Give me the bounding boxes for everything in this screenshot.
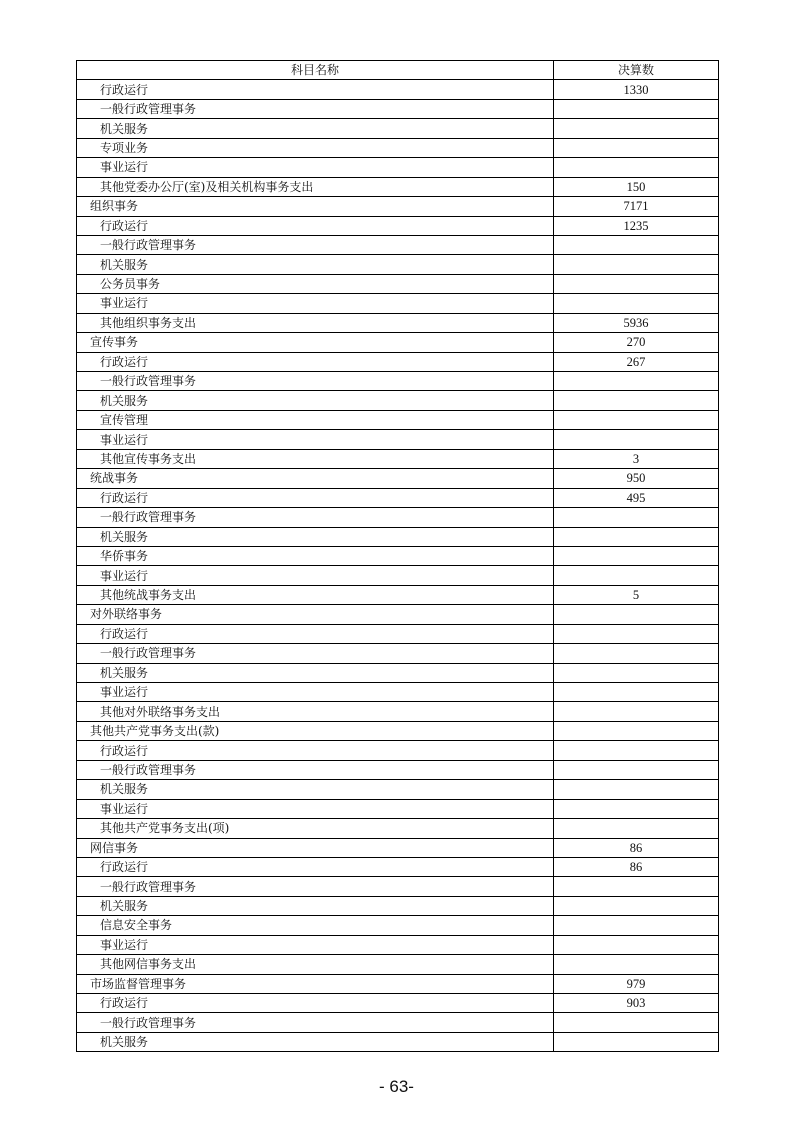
final-amount-cell: 150 — [554, 177, 719, 196]
subject-name-cell: 其他共产党事务支出(项) — [77, 819, 554, 838]
final-amount-cell — [554, 527, 719, 546]
table-row — [77, 955, 719, 974]
table-row — [77, 177, 719, 196]
final-amount-cell — [554, 721, 719, 740]
final-amount-cell — [554, 896, 719, 915]
final-amount-cell — [554, 663, 719, 682]
table-row — [77, 566, 719, 585]
final-amount-cell: 5 — [554, 585, 719, 604]
final-amount-cell — [554, 235, 719, 254]
column-header-final-amount: 决算数 — [554, 61, 719, 80]
table-row — [77, 974, 719, 993]
final-amount-cell — [554, 799, 719, 818]
subject-name-cell: 一般行政管理事务 — [77, 99, 554, 118]
final-amount-cell — [554, 702, 719, 721]
subject-name-cell: 宣传管理 — [77, 410, 554, 429]
final-amount-cell — [554, 294, 719, 313]
final-amount-cell — [554, 760, 719, 779]
subject-name-cell: 行政运行 — [77, 857, 554, 876]
subject-name-cell: 一般行政管理事务 — [77, 372, 554, 391]
final-amount-cell — [554, 138, 719, 157]
table-row — [77, 1032, 719, 1051]
subject-name-cell: 一般行政管理事务 — [77, 508, 554, 527]
subject-name-cell: 行政运行 — [77, 216, 554, 235]
table-row — [77, 352, 719, 371]
subject-name-cell: 机关服务 — [77, 119, 554, 138]
table-row — [77, 663, 719, 682]
final-amount-cell — [554, 916, 719, 935]
final-amount-cell — [554, 255, 719, 274]
subject-name-cell: 其他共产党事务支出(款) — [77, 721, 554, 740]
subject-name-cell: 事业运行 — [77, 430, 554, 449]
subject-name-cell: 事业运行 — [77, 294, 554, 313]
subject-name-cell: 机关服务 — [77, 663, 554, 682]
final-amount-cell: 1235 — [554, 216, 719, 235]
table-row — [77, 372, 719, 391]
final-amount-cell — [554, 546, 719, 565]
table-row — [77, 391, 719, 410]
subject-name-cell: 一般行政管理事务 — [77, 1013, 554, 1032]
subject-name-cell: 事业运行 — [77, 935, 554, 954]
table-header-row — [77, 61, 719, 80]
subject-name-cell: 其他统战事务支出 — [77, 585, 554, 604]
subject-name-cell: 对外联络事务 — [77, 605, 554, 624]
final-amount-cell — [554, 508, 719, 527]
table-row — [77, 197, 719, 216]
final-amount-cell — [554, 819, 719, 838]
final-amount-cell: 86 — [554, 838, 719, 857]
table-row — [77, 916, 719, 935]
table-row — [77, 741, 719, 760]
subject-name-cell: 事业运行 — [77, 683, 554, 702]
table-row — [77, 546, 719, 565]
table-row — [77, 605, 719, 624]
table-row — [77, 527, 719, 546]
table-row — [77, 235, 719, 254]
subject-name-cell: 行政运行 — [77, 352, 554, 371]
final-amount-cell: 903 — [554, 994, 719, 1013]
subject-name-cell: 一般行政管理事务 — [77, 235, 554, 254]
table-row — [77, 702, 719, 721]
final-amount-cell: 86 — [554, 857, 719, 876]
table-row — [77, 838, 719, 857]
table-row — [77, 469, 719, 488]
final-amount-cell — [554, 158, 719, 177]
subject-name-cell: 机关服务 — [77, 391, 554, 410]
subject-name-cell: 事业运行 — [77, 158, 554, 177]
subject-name-cell: 宣传事务 — [77, 333, 554, 352]
final-amount-cell: 495 — [554, 488, 719, 507]
table-body — [77, 80, 719, 1052]
table-row — [77, 158, 719, 177]
table-row — [77, 585, 719, 604]
final-amount-cell: 5936 — [554, 313, 719, 332]
subject-name-cell: 一般行政管理事务 — [77, 644, 554, 663]
table-row — [77, 780, 719, 799]
subject-name-cell: 行政运行 — [77, 741, 554, 760]
page-number: - 63- — [379, 1077, 414, 1096]
final-amount-cell — [554, 605, 719, 624]
final-amount-cell: 3 — [554, 449, 719, 468]
final-amount-cell — [554, 877, 719, 896]
table-row — [77, 80, 719, 99]
subject-name-cell: 一般行政管理事务 — [77, 877, 554, 896]
subject-name-cell: 行政运行 — [77, 80, 554, 99]
subject-name-cell: 公务员事务 — [77, 274, 554, 293]
final-amount-cell — [554, 1032, 719, 1051]
subject-name-cell: 其他组织事务支出 — [77, 313, 554, 332]
table-row — [77, 819, 719, 838]
table-row — [77, 294, 719, 313]
table-row — [77, 935, 719, 954]
table-row — [77, 760, 719, 779]
table-row — [77, 449, 719, 468]
table-row — [77, 430, 719, 449]
final-amount-cell — [554, 99, 719, 118]
column-header-subject-name: 科目名称 — [77, 61, 554, 80]
subject-name-cell: 专项业务 — [77, 138, 554, 157]
final-amount-cell — [554, 372, 719, 391]
final-amount-cell: 7171 — [554, 197, 719, 216]
final-amount-cell — [554, 1013, 719, 1032]
final-amount-cell: 950 — [554, 469, 719, 488]
subject-name-cell: 其他网信事务支出 — [77, 955, 554, 974]
final-amount-cell — [554, 955, 719, 974]
final-amount-cell — [554, 741, 719, 760]
table-row — [77, 99, 719, 118]
final-amount-cell — [554, 683, 719, 702]
subject-name-cell: 其他党委办公厅(室)及相关机构事务支出 — [77, 177, 554, 196]
table-row — [77, 994, 719, 1013]
final-amount-cell — [554, 566, 719, 585]
subject-name-cell: 机关服务 — [77, 1032, 554, 1051]
subject-name-cell: 信息安全事务 — [77, 916, 554, 935]
table-row — [77, 857, 719, 876]
table-row — [77, 313, 719, 332]
final-amount-cell: 1330 — [554, 80, 719, 99]
subject-name-cell: 统战事务 — [77, 469, 554, 488]
final-amount-cell — [554, 274, 719, 293]
table-row — [77, 721, 719, 740]
final-amount-cell — [554, 644, 719, 663]
subject-name-cell: 市场监督管理事务 — [77, 974, 554, 993]
table-row — [77, 255, 719, 274]
budget-table — [76, 60, 719, 1052]
final-amount-cell — [554, 780, 719, 799]
subject-name-cell: 其他宣传事务支出 — [77, 449, 554, 468]
subject-name-cell: 事业运行 — [77, 799, 554, 818]
subject-name-cell: 组织事务 — [77, 197, 554, 216]
table-row — [77, 508, 719, 527]
final-amount-cell — [554, 935, 719, 954]
table-row — [77, 644, 719, 663]
table-row — [77, 333, 719, 352]
table-row — [77, 624, 719, 643]
final-amount-cell — [554, 119, 719, 138]
table-row — [77, 119, 719, 138]
final-amount-cell — [554, 430, 719, 449]
subject-name-cell: 华侨事务 — [77, 546, 554, 565]
table-row — [77, 683, 719, 702]
table-row — [77, 1013, 719, 1032]
final-amount-cell: 270 — [554, 333, 719, 352]
table-row — [77, 877, 719, 896]
subject-name-cell: 行政运行 — [77, 994, 554, 1013]
table-row — [77, 274, 719, 293]
subject-name-cell: 机关服务 — [77, 896, 554, 915]
table-row — [77, 410, 719, 429]
subject-name-cell: 事业运行 — [77, 566, 554, 585]
table-row — [77, 216, 719, 235]
subject-name-cell: 网信事务 — [77, 838, 554, 857]
subject-name-cell: 行政运行 — [77, 624, 554, 643]
table-row — [77, 799, 719, 818]
table-row — [77, 488, 719, 507]
table-row — [77, 896, 719, 915]
subject-name-cell: 机关服务 — [77, 780, 554, 799]
final-amount-cell — [554, 410, 719, 429]
subject-name-cell: 一般行政管理事务 — [77, 760, 554, 779]
table-row — [77, 138, 719, 157]
subject-name-cell: 机关服务 — [77, 255, 554, 274]
final-amount-cell — [554, 624, 719, 643]
subject-name-cell: 行政运行 — [77, 488, 554, 507]
subject-name-cell: 机关服务 — [77, 527, 554, 546]
final-amount-cell: 979 — [554, 974, 719, 993]
subject-name-cell: 其他对外联络事务支出 — [77, 702, 554, 721]
final-amount-cell: 267 — [554, 352, 719, 371]
final-amount-cell — [554, 391, 719, 410]
